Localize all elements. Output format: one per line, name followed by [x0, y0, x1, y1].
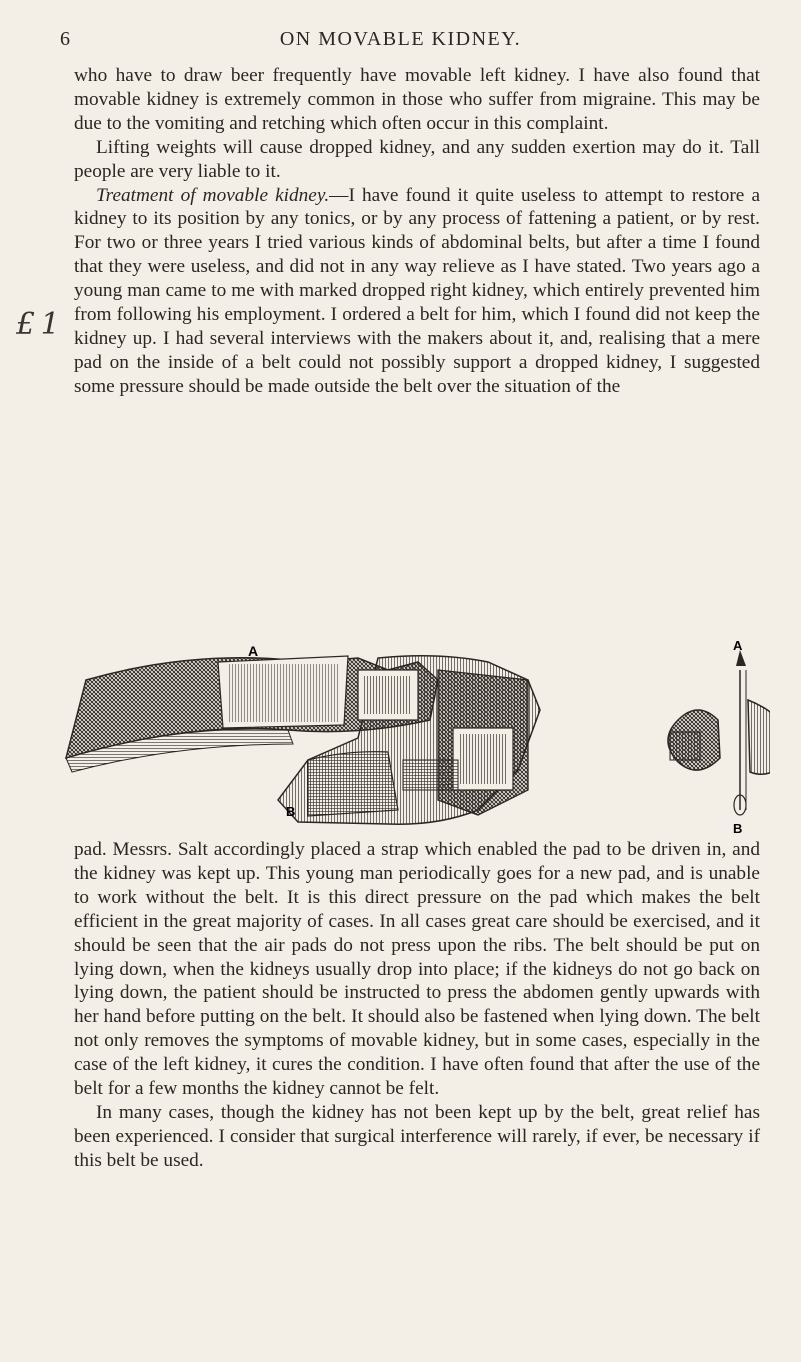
body-text-bottom	[74, 838, 760, 1173]
paragraph: Lifting weights will cause dropped kidney, and any sudden exertion may do it. Tall people are very liable to it.	[74, 136, 760, 182]
figure-label-b: B	[286, 804, 296, 819]
paragraph: In many cases, though the kidney has not been kept up by the belt, great relief has been experienced. I consider that surgical interference will rarely, if ever, be necessary if this belt be used.	[74, 1101, 760, 1171]
belt-front-view	[66, 643, 540, 824]
figure-label-a: A	[248, 643, 259, 659]
figure-label-b-side: B	[733, 821, 743, 835]
paragraph-text: —I have found it quite useless to attempt to restore a kidney to its position by any tonics, or by any process of fattening a patient, or by rest. For two or three years I tried various kinds of abdominal belts, but after a time I found that they were useless, and did not in any way relieve as I have stated. Two years ago a young man came to me with marked dropped right kidney, which entirely prevented him from following his employment. I ordered a belt for him, which I found did not keep the kidney up. I had several interviews with the makers about it, and, realising that a mere pad on the inside of a belt could not possibly support a dropped kidney, I suggested some pressure should be made outside the belt over the situation of the	[74, 184, 760, 397]
belt-side-view	[668, 640, 770, 835]
body-text-top	[74, 64, 760, 399]
paragraph: who have to draw beer frequently have movable left kidney. I have also found that movable kidney is extremely common in those who suffer from migraine. This may be due to the vomiting and retching which often occur in this complaint.	[74, 65, 760, 134]
margin-annotation: £ 1	[16, 307, 58, 342]
section-heading: Treatment of movable kidney.	[96, 184, 330, 206]
page-number: 6	[60, 28, 70, 50]
paragraph: pad. Messrs. Salt accordingly placed a strap which enabled the pad to be driven in, and the kidney was kept up. This young man periodically goes for a new pad, and is unable to work without the belt. It is this direct pressure on the pad which makes the belt efficient in the great majority of cases. In all cases great care should be exercised, and it should be seen that the air pads do not press upon the ribs. The belt should be put on lying down, when the kidneys usually drop into place; if the kidneys do not go back on lying down, the patient should be instructed to press the abdomen gently upwards with her hand before putting on the belt. It should also be fastened when lying down. The belt not only removes the symptoms of movable kidney, but in some cases, especially in the case of the left kidney, it cures the condition. I have often found that after the use of the belt for a few months the kidney cannot be felt.	[74, 839, 760, 1100]
belt-illustration	[58, 640, 770, 835]
paragraph-treatment	[74, 184, 760, 399]
running-head: ON MOVABLE KIDNEY.	[279, 28, 522, 50]
figure-label-a-side: A	[733, 640, 743, 653]
belt-engraving	[58, 640, 770, 835]
